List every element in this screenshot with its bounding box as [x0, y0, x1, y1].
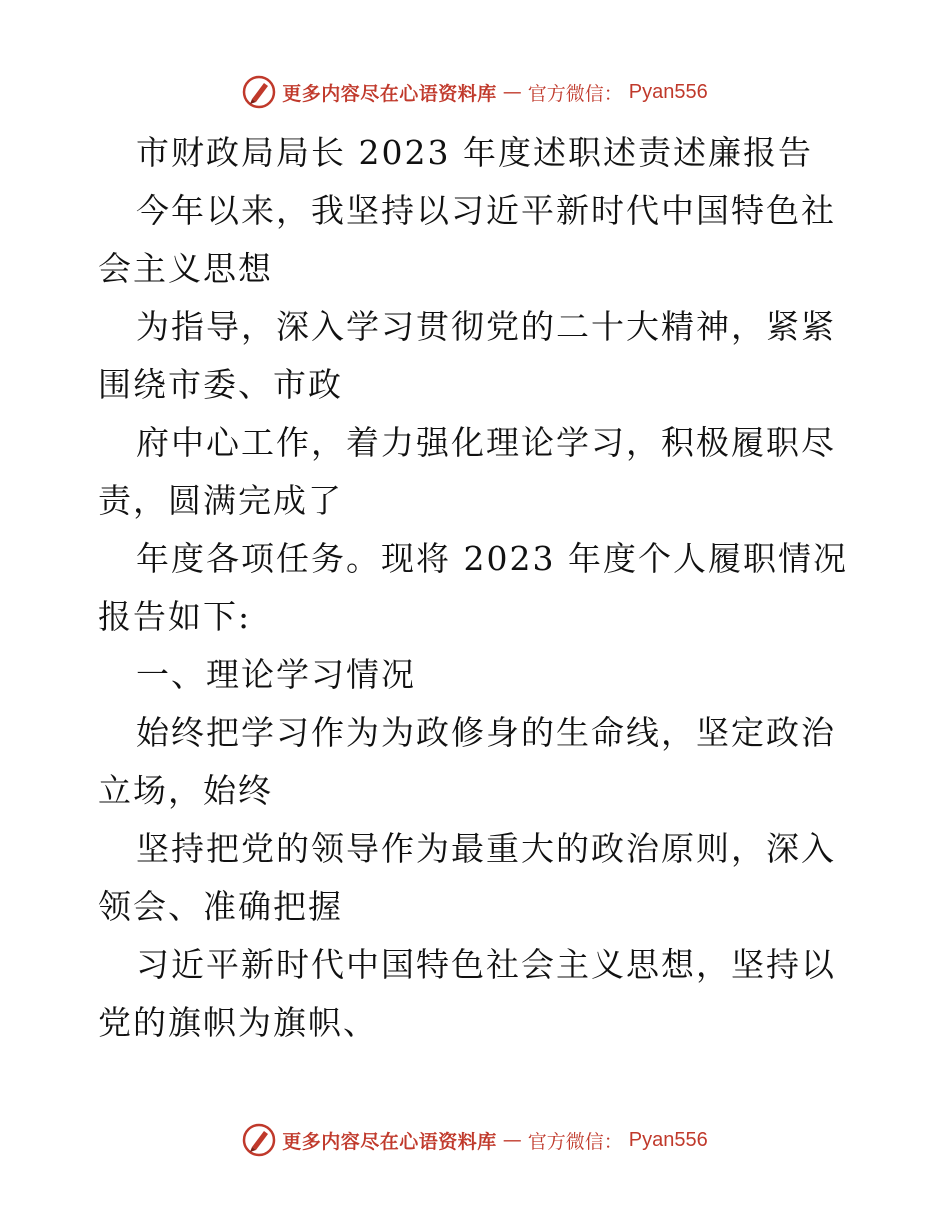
paragraph: 习近平新时代中国特色社会主义思想，坚持以党的旗帜为旗帜、	[98, 945, 836, 1042]
watermark-label: 官方微信：	[527, 82, 623, 105]
footer-watermark	[0, 1120, 950, 1160]
paragraph: 始终把学习作为为政修身的生命线，坚定政治立场，始终	[98, 713, 836, 810]
paragraph: 今年以来，我坚持以习近平新时代中国特色社会主义思想	[98, 191, 836, 288]
watermark-id: Pyan556	[628, 80, 708, 103]
paragraph: 为指导，深入学习贯彻党的二十大精神，紧紧围绕市委、市政	[98, 307, 836, 404]
document-title: 市财政局局长 2023 年度述职述责述廉报告	[136, 133, 813, 172]
pen-logo-icon	[242, 75, 276, 109]
watermark-main-text: 更多内容尽在心语资料库	[282, 1130, 497, 1153]
paragraph: 坚持把党的领导作为最重大的政治原则，深入领会、准确把握	[98, 829, 836, 926]
watermark-main-text: 更多内容尽在心语资料库	[282, 82, 497, 105]
watermark-id: Pyan556	[628, 1128, 708, 1151]
paragraph: 年度各项任务。现将 2023 年度个人履职情况报告如下:	[98, 539, 848, 636]
watermark-label: 官方微信：	[527, 1130, 623, 1153]
header-watermark	[0, 72, 950, 112]
section-heading: 一、理论学习情况	[136, 655, 416, 694]
watermark-separator: —	[502, 1129, 522, 1151]
document-body	[98, 124, 858, 1052]
pen-logo-icon	[242, 1123, 276, 1157]
watermark-separator: —	[502, 81, 522, 103]
paragraph: 府中心工作，着力强化理论学习，积极履职尽责，圆满完成了	[98, 423, 836, 520]
